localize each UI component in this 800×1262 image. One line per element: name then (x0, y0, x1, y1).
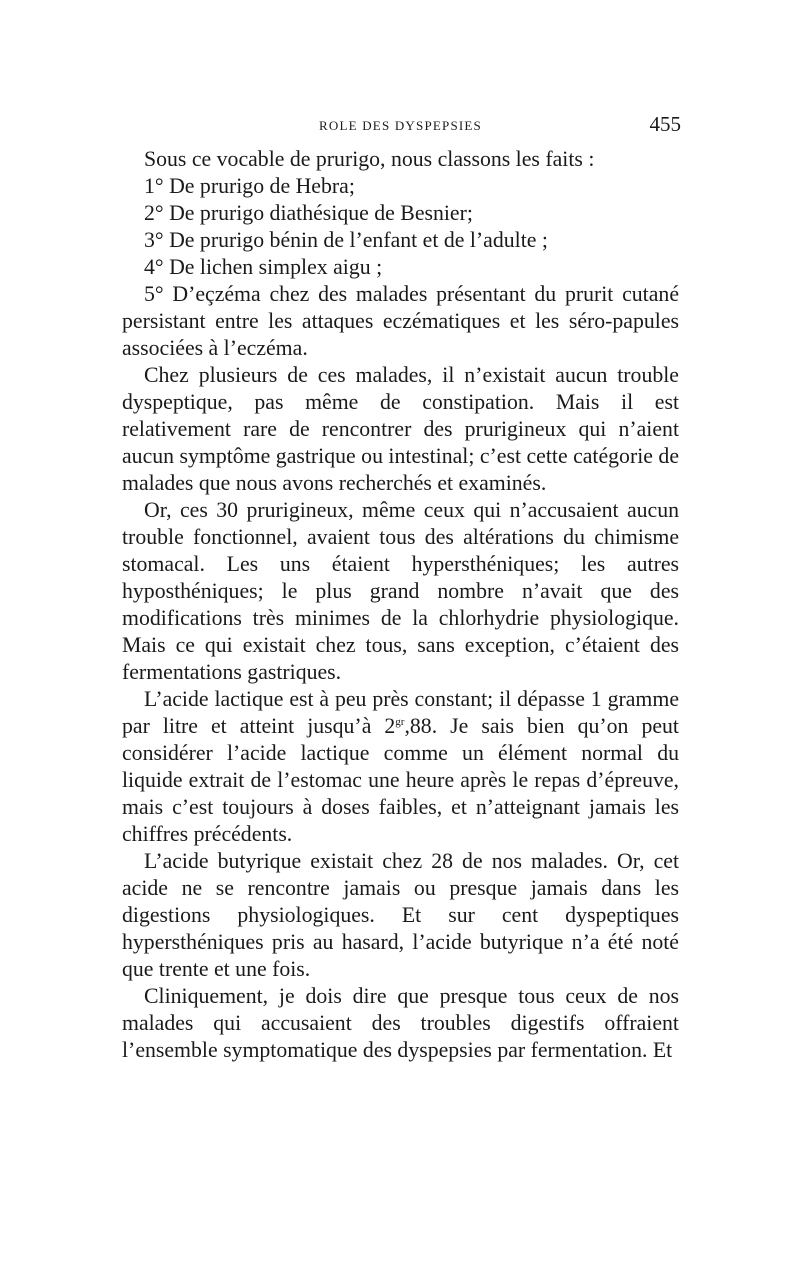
paragraph-dyspeptic: Chez plusieurs de ces malades, il n’existait aucun trouble dyspeptique, pas même de constipation. Mais il est relativement rare de rencontrer des prurigineux qui n’aient aucun symptôme gastrique ou intestinal; c’est cette catégorie de malades que nous avons recherchés et examinés. (122, 363, 679, 495)
body-text (122, 146, 679, 1064)
list-item-4: 4° De lichen simplex aigu ; (144, 255, 383, 279)
paragraph-clinical: Cliniquement, je dois dire que presque tous ceux de nos malades qui accusaient des troubles digestifs offraient l’ensemble symptomatique des dyspepsies par fermentation. Et (122, 984, 679, 1062)
page-number: 455 (649, 112, 681, 136)
list-item-2: 2° De prurigo diathésique de Besnier; (144, 201, 473, 225)
list-item-5: 5° D’eçzéma chez des malades présentant du prurit cutané persistant entre les attaques eczématiques et les séro-papules associées à l’eczéma. (122, 282, 679, 360)
lactic-text-start: L’acide lactique est à peu près constant; il dépasse 1 gramme par litre et atteint jusqu’à 2 (122, 687, 679, 738)
paragraph-butyric-acid: L’acide butyrique existait chez 28 de nos malades. Or, cet acide ne se rencontre jamais ou presque jamais dans les digestions physiologiques. Et sur cent dyspeptiques hypersthéniques pris au hasard, l’acide butyrique n’a été noté que trente et une fois. (122, 849, 679, 981)
paragraph-lactic-acid (122, 686, 679, 848)
paragraph-chimisme: Or, ces 30 prurigineux, même ceux qui n’accusaient aucun trouble fonctionnel, avaient tous des altérations du chimisme stomacal. Les uns étaient hypersthéniques; les autres hyposthéniques; le plus grand nombre n’avait que des modifications très minimes de la chlorhydrie physiologique. Mais ce qui existait chez tous, sans exception, c’étaient des fermentations gastriques. (122, 498, 679, 684)
book-page (122, 112, 679, 1064)
lactic-text-end: ,88. Je sais bien qu’on peut considérer l’acide lactique comme un élément normal du liquide extrait de l’estomac une heure après le repas d’épreuve, mais c’est toujours à doses faibles, et n’atteignant jamais les chiffres précédents. (122, 714, 679, 846)
list-item-1: 1° De prurigo de Hebra; (144, 174, 355, 198)
page-header (122, 112, 679, 146)
gram-unit-superscript: gr (395, 716, 405, 728)
running-title: ROLE DES DYSPEPSIES (319, 118, 482, 133)
list-item-3: 3° De prurigo bénin de l’enfant et de l’adulte ; (144, 228, 548, 252)
intro-paragraph: Sous ce vocable de prurigo, nous classons les faits : (144, 147, 595, 171)
